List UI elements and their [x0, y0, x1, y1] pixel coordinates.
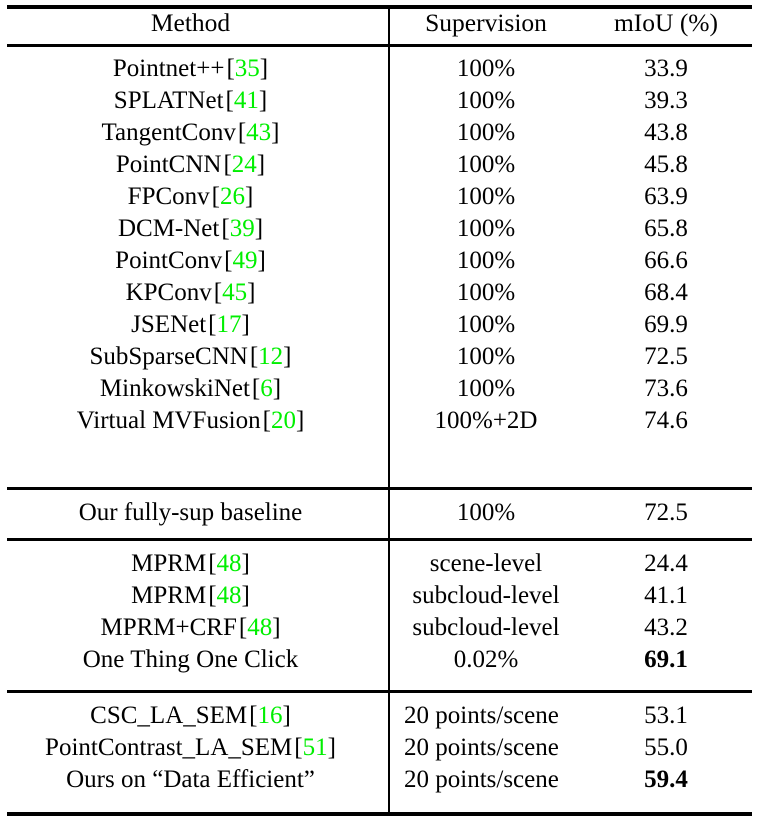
- citation-number: 20: [270, 407, 296, 434]
- table-row: [0, 341, 759, 373]
- citation-reference[interactable]: [252, 375, 281, 402]
- cell-method: [0, 548, 381, 580]
- table-row: [0, 117, 759, 149]
- citation-bracket-open: [: [211, 183, 220, 210]
- citation-bracket-close: ]: [258, 87, 268, 114]
- citation-number: 43: [246, 119, 272, 146]
- cell-supervision: 100%: [456, 311, 516, 338]
- citation-bracket-close: ]: [259, 55, 269, 82]
- cell-supervision: 20 points/scene: [404, 766, 559, 793]
- citation-bracket-open: [: [208, 550, 217, 577]
- citation-bracket-close: ]: [282, 702, 291, 729]
- column-divider-section-4: [388, 693, 390, 812]
- cell-miou: 39.3: [644, 87, 688, 114]
- column-header-supervision: Supervision: [425, 8, 547, 37]
- citation-bracket-open: [: [294, 734, 303, 761]
- citation-number: 24: [231, 151, 257, 178]
- citation-number: 48: [216, 582, 242, 609]
- table-row: [0, 245, 759, 277]
- citation-reference[interactable]: [223, 151, 265, 178]
- citation-reference[interactable]: [239, 614, 281, 641]
- citation-bracket-close: ]: [272, 614, 281, 641]
- citation-reference[interactable]: [208, 311, 250, 338]
- table-row: [0, 149, 759, 181]
- cell-supervision: scene-level: [429, 550, 543, 577]
- cell-miou: 45.8: [644, 151, 688, 178]
- cell-miou: 72.5: [644, 499, 688, 526]
- cell-miou: 33.9: [644, 55, 688, 82]
- cell-method: [0, 117, 381, 149]
- cell-miou: 69.1: [644, 646, 688, 673]
- cell-method: [0, 764, 381, 796]
- table-row: [0, 181, 759, 213]
- citation-bracket-open: [: [213, 279, 223, 306]
- cell-miou: 69.9: [644, 311, 688, 338]
- citation-reference[interactable]: [224, 247, 266, 274]
- citation-reference[interactable]: [263, 407, 305, 434]
- table-row: [0, 497, 759, 529]
- table-row: [0, 309, 759, 341]
- citation-bracket-open: [: [262, 407, 271, 434]
- table-row: [0, 548, 759, 580]
- cell-supervision: 100%: [456, 215, 516, 242]
- citation-reference[interactable]: [249, 702, 291, 729]
- cell-method: [0, 612, 381, 644]
- table-row: [0, 580, 759, 612]
- cell-supervision: 20 points/scene: [404, 702, 559, 729]
- citation-bracket-open: [: [251, 375, 261, 402]
- citation-reference[interactable]: [238, 119, 280, 146]
- cell-supervision: 100%: [456, 375, 516, 402]
- cell-method: [0, 309, 381, 341]
- cell-miou: 24.4: [644, 550, 688, 577]
- citation-number: 17: [216, 311, 242, 338]
- column-divider-header: [388, 9, 390, 44]
- cell-miou: 74.6: [644, 407, 688, 434]
- citation-number: 41: [233, 87, 259, 114]
- column-divider-section-3: [388, 541, 390, 690]
- cell-supervision: subcloud-level: [412, 582, 560, 609]
- cell-supervision: 100%: [456, 55, 516, 82]
- citation-bracket-open: [: [208, 311, 217, 338]
- cell-method: [0, 405, 381, 437]
- table-header-row: [0, 7, 759, 39]
- citation-number: 51: [302, 734, 328, 761]
- method-name: Pointnet++: [112, 55, 225, 82]
- cell-supervision: 100%+2D: [434, 407, 538, 434]
- cell-method: [0, 341, 381, 373]
- method-name: KPConv: [125, 279, 212, 306]
- cell-method: [0, 53, 381, 85]
- citation-reference[interactable]: [214, 279, 256, 306]
- method-name: One Thing One Click: [82, 646, 299, 673]
- cell-miou: 43.8: [644, 119, 688, 146]
- citation-number: 39: [229, 215, 255, 242]
- method-name: JSENet: [131, 311, 207, 338]
- cell-supervision: 100%: [456, 151, 516, 178]
- citation-number: 35: [234, 55, 260, 82]
- citation-number: 16: [257, 702, 283, 729]
- cell-method: [0, 732, 381, 764]
- cell-miou: 59.4: [644, 766, 688, 793]
- cell-method: [0, 373, 381, 405]
- method-name: Ours on “Data Efficient”: [66, 766, 315, 793]
- citation-reference[interactable]: [212, 183, 254, 210]
- citation-bracket-close: ]: [295, 407, 305, 434]
- citation-number: 6: [260, 375, 273, 402]
- method-name: MPRM+CRF: [100, 614, 237, 641]
- citation-bracket-close: ]: [283, 343, 292, 370]
- citation-bracket-close: ]: [256, 151, 266, 178]
- cell-miou: 68.4: [644, 279, 688, 306]
- method-name: SubSparseCNN: [89, 343, 248, 370]
- cell-method: [0, 580, 381, 612]
- table-row: [0, 85, 759, 117]
- cell-miou: 55.0: [644, 734, 688, 761]
- table-row: [0, 373, 759, 405]
- citation-reference[interactable]: [226, 55, 268, 82]
- cell-miou: 65.8: [644, 215, 688, 242]
- citation-bracket-close: ]: [241, 582, 250, 609]
- cell-supervision: 100%: [456, 279, 516, 306]
- method-name: Our fully-sup baseline: [78, 499, 303, 526]
- cell-method: [0, 213, 381, 245]
- citation-number: 49: [232, 247, 258, 274]
- cell-supervision: 20 points/scene: [404, 734, 559, 761]
- cell-supervision: 100%: [456, 183, 516, 210]
- cell-miou: 63.9: [644, 183, 688, 210]
- method-name: MinkowskiNet: [99, 375, 250, 402]
- citation-bracket-open: [: [208, 582, 217, 609]
- citation-bracket-open: [: [225, 87, 234, 114]
- method-name: PointConv: [115, 247, 223, 274]
- cell-method: [0, 85, 381, 117]
- citation-reference[interactable]: [208, 582, 250, 609]
- citation-number: 12: [258, 343, 284, 370]
- cell-method: [0, 497, 381, 529]
- column-header-miou: mIoU (%): [613, 8, 719, 37]
- citation-bracket-open: [: [237, 119, 247, 146]
- cell-supervision: 100%: [456, 343, 516, 370]
- citation-bracket-open: [: [223, 151, 232, 178]
- method-name: SPLATNet: [113, 87, 224, 114]
- table-row: [0, 700, 759, 732]
- citation-reference[interactable]: [221, 215, 263, 242]
- section-rule-after-baseline: [7, 538, 752, 541]
- column-divider-section-1: [388, 47, 390, 487]
- citation-bracket-open: [: [249, 702, 258, 729]
- cell-miou: 72.5: [644, 343, 688, 370]
- method-name: MPRM: [131, 550, 207, 577]
- citation-number: 48: [247, 614, 273, 641]
- citation-bracket-open: [: [224, 247, 233, 274]
- citation-bracket-open: [: [249, 343, 259, 370]
- cell-supervision: 100%: [456, 119, 516, 146]
- column-divider-section-2: [388, 490, 390, 538]
- method-name: Virtual MVFusion: [76, 407, 261, 434]
- table-bottom-rule: [7, 812, 752, 816]
- citation-number: 45: [222, 279, 248, 306]
- table-row: [0, 405, 759, 437]
- method-name: DCM-Net: [117, 215, 220, 242]
- cell-miou: 53.1: [644, 702, 688, 729]
- section-rule-after-weakly-supervised: [7, 690, 752, 693]
- cell-supervision: 100%: [456, 247, 516, 274]
- citation-bracket-close: ]: [244, 183, 254, 210]
- cell-miou: 41.1: [644, 582, 688, 609]
- table-row: [0, 764, 759, 796]
- cell-miou: 66.6: [644, 247, 688, 274]
- citation-bracket-close: ]: [247, 279, 256, 306]
- citation-bracket-open: [: [226, 55, 235, 82]
- table-row: [0, 277, 759, 309]
- citation-reference[interactable]: [294, 734, 336, 761]
- cell-supervision: 0.02%: [453, 646, 519, 673]
- citation-reference[interactable]: [226, 87, 268, 114]
- method-name: TangentConv: [101, 119, 236, 146]
- citation-number: 48: [216, 550, 242, 577]
- citation-bracket-close: ]: [241, 311, 250, 338]
- cell-method: [0, 700, 381, 732]
- table-row: [0, 644, 759, 676]
- cell-supervision: 100%: [456, 87, 516, 114]
- citation-bracket-close: ]: [272, 375, 282, 402]
- citation-bracket-close: ]: [327, 734, 336, 761]
- table-row: [0, 612, 759, 644]
- table-row: [0, 732, 759, 764]
- method-name: PointCNN: [115, 151, 222, 178]
- cell-method: [0, 644, 381, 676]
- citation-bracket-open: [: [221, 215, 230, 242]
- table-row: [0, 53, 759, 85]
- method-name: PointContrast_LA_SEM: [45, 734, 293, 761]
- header-separator-rule: [7, 44, 752, 47]
- table-row: [0, 213, 759, 245]
- method-name: CSC_LA_SEM: [90, 702, 248, 729]
- cell-miou: 73.6: [644, 375, 688, 402]
- cell-method: [0, 277, 381, 309]
- section-rule-after-fully-supervised: [7, 487, 752, 490]
- cell-supervision: 100%: [456, 499, 516, 526]
- cell-method: [0, 149, 381, 181]
- method-name: FPConv: [127, 183, 210, 210]
- citation-bracket-close: ]: [257, 247, 266, 274]
- citation-bracket-open: [: [238, 614, 248, 641]
- cell-miou: 43.2: [644, 614, 688, 641]
- cell-supervision: subcloud-level: [412, 614, 560, 641]
- citation-reference[interactable]: [208, 550, 250, 577]
- citation-bracket-close: ]: [271, 119, 280, 146]
- citation-bracket-close: ]: [241, 550, 250, 577]
- cell-method: [0, 181, 381, 213]
- citation-bracket-close: ]: [254, 215, 264, 242]
- citation-reference[interactable]: [250, 343, 292, 370]
- cell-method: [0, 245, 381, 277]
- method-name: MPRM: [131, 582, 207, 609]
- column-header-method: Method: [150, 8, 231, 37]
- citation-number: 26: [219, 183, 245, 210]
